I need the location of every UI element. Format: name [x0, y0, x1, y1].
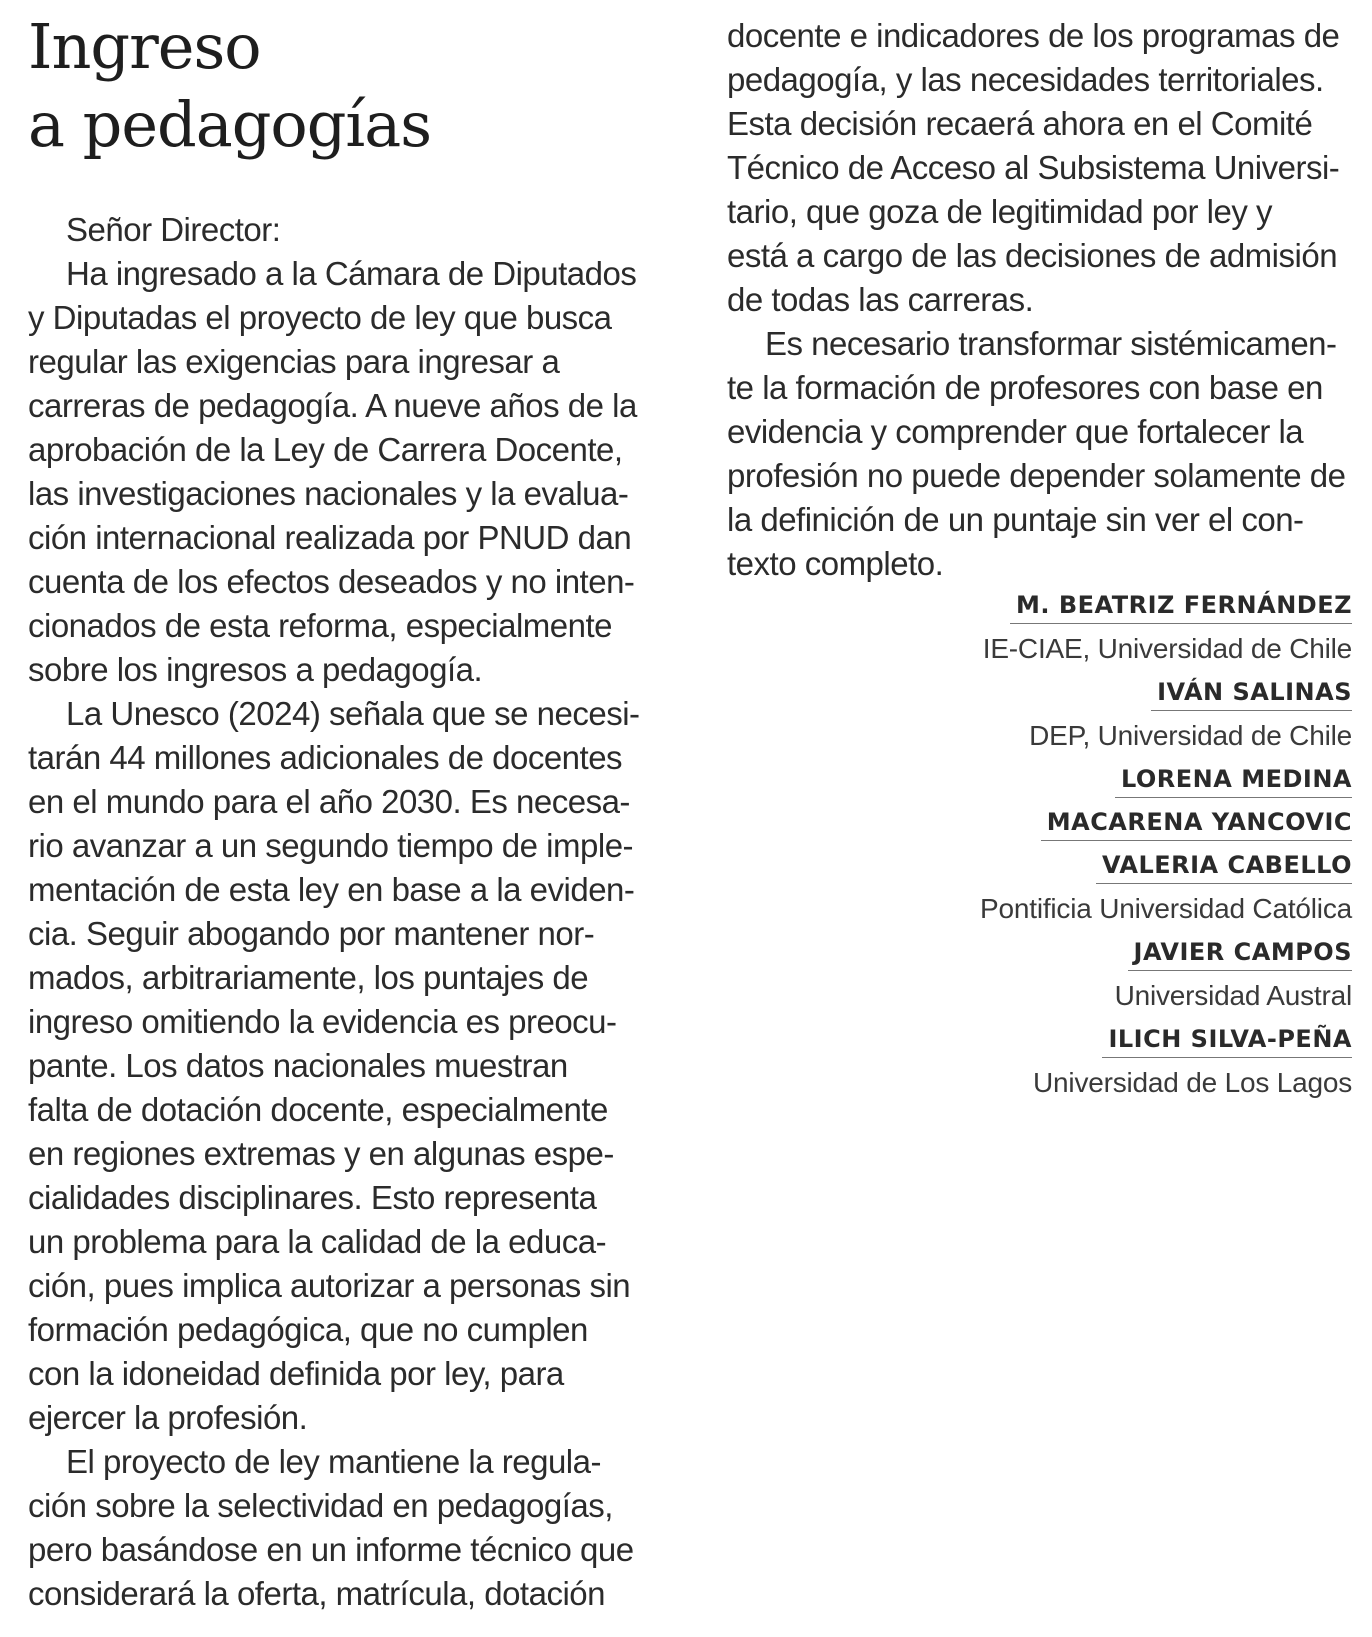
signature-block — [727, 584, 1352, 1105]
signatory-name-line — [727, 584, 1352, 627]
signatory-name-line — [727, 1018, 1352, 1061]
text-line: Técnico de Acceso al Subsistema Universi- — [727, 149, 1340, 186]
signatory-affiliation: Pontificia Universidad Católica — [980, 893, 1352, 924]
text-line: profesión no puede depender solamente de — [727, 457, 1346, 494]
headline-line-2: a pedagogías — [28, 88, 432, 161]
text-line: está a cargo de las decisiones de admisión — [727, 237, 1338, 274]
text-line: aprobación de la Ley de Carrera Docente, — [28, 431, 623, 468]
text-line: sobre los ingresos a pedagogía. — [28, 651, 483, 688]
signatory-affiliation: Universidad de Los Lagos — [1033, 1067, 1352, 1098]
signatory-name-line — [727, 758, 1352, 801]
text-line: cionados de esta reforma, especialmente — [28, 607, 613, 644]
text-line: mentación de esta ley en base a la eviden- — [28, 871, 635, 908]
signatory-name: IVÁN SALINAS — [1151, 678, 1352, 711]
text-line: te la formación de profesores con base en — [727, 369, 1323, 406]
letter-body-right — [727, 14, 1352, 586]
signatory-name: ILICH SILVA-PEÑA — [1102, 1025, 1352, 1058]
text-line: la definición de un puntaje sin ver el con- — [727, 501, 1304, 538]
text-line: las investigaciones nacionales y la evalua- — [28, 475, 629, 512]
text-line: ción, pues implica autorizar a personas sin — [28, 1267, 631, 1304]
text-line: ción sobre la selectividad en pedagogías, — [28, 1487, 613, 1524]
headline — [28, 8, 658, 164]
text-line: rio avanzar a un segundo tiempo de imple- — [28, 827, 634, 864]
text-line: mados, arbitrariamente, los puntajes de — [28, 959, 589, 996]
text-line: tarán 44 millones adicionales de docentes — [28, 739, 623, 776]
right-column — [727, 0, 1352, 1637]
text-line: pedagogía, y las necesidades territoriales. — [727, 61, 1324, 98]
text-line: ingreso omitiendo la evidencia es preocu- — [28, 1003, 617, 1040]
signatory-name-line — [727, 931, 1352, 974]
text-line: y Diputadas el proyecto de ley que busca — [28, 299, 612, 336]
signatory-name: VALERIA CABELLO — [1096, 851, 1352, 884]
signatory-name-line — [727, 671, 1352, 714]
text-line: cialidades disciplinares. Esto representa — [28, 1179, 597, 1216]
text-line: considerará la oferta, matrícula, dotación — [28, 1575, 605, 1612]
text-line: Es necesario transformar sistémicamen- — [765, 325, 1337, 362]
text-line: Ha ingresado a la Cámara de Diputados — [66, 255, 637, 292]
text-line: en regiones extremas y en algunas espe- — [28, 1135, 614, 1172]
signatory-name: LORENA MEDINA — [1115, 765, 1352, 798]
signatory-affiliation: IE-CIAE, Universidad de Chile — [982, 633, 1352, 664]
text-line: ción internacional realizada por PNUD dan — [28, 519, 632, 556]
text-line: Señor Director: — [66, 211, 281, 248]
text-line: Esta decisión recaerá ahora en el Comité — [727, 105, 1313, 142]
text-line: cia. Seguir abogando por mantener nor- — [28, 915, 595, 952]
text-line: carreras de pedagogía. A nueve años de la — [28, 387, 637, 424]
text-line: regular las exigencias para ingresar a — [28, 343, 560, 380]
text-line: formación pedagógica, que no cumplen — [28, 1311, 588, 1348]
text-line: docente e indicadores de los programas de — [727, 17, 1340, 54]
signatory-affiliation: Universidad Austral — [1114, 980, 1352, 1011]
text-line: cuenta de los efectos deseados y no inten- — [28, 563, 635, 600]
text-line: El proyecto de ley mantiene la regula- — [66, 1443, 601, 1480]
text-line: texto completo. — [727, 545, 944, 582]
text-line: con la idoneidad definida por ley, para — [28, 1355, 564, 1392]
text-line: en el mundo para el año 2030. Es necesa- — [28, 783, 630, 820]
text-line: evidencia y comprender que fortalecer la — [727, 413, 1304, 450]
text-line: de todas las carreras. — [727, 281, 1034, 318]
text-line: falta de dotación docente, especialmente — [28, 1091, 608, 1128]
text-line: un problema para la calidad de la educa- — [28, 1223, 607, 1260]
signatory-name: MACARENA YANCOVIC — [1041, 808, 1352, 841]
text-line: ejercer la profesión. — [28, 1399, 308, 1436]
headline-line-1: Ingreso — [28, 10, 261, 83]
signatory-name-line — [727, 844, 1352, 887]
signatory-name-line — [727, 801, 1352, 844]
text-line: tario, que goza de legitimidad por ley y — [727, 193, 1272, 230]
letter-body-left — [28, 208, 668, 1616]
signatory-name: JAVIER CAMPOS — [1128, 938, 1352, 971]
text-line: La Unesco (2024) señala que se necesi- — [66, 695, 640, 732]
signatory-affiliation: DEP, Universidad de Chile — [1029, 720, 1352, 751]
text-line: pero basándose en un informe técnico que — [28, 1531, 634, 1568]
signatory-name: M. BEATRIZ FERNÁNDEZ — [1010, 591, 1352, 624]
left-column — [28, 0, 658, 1637]
text-line: pante. Los datos nacionales muestran — [28, 1047, 568, 1084]
